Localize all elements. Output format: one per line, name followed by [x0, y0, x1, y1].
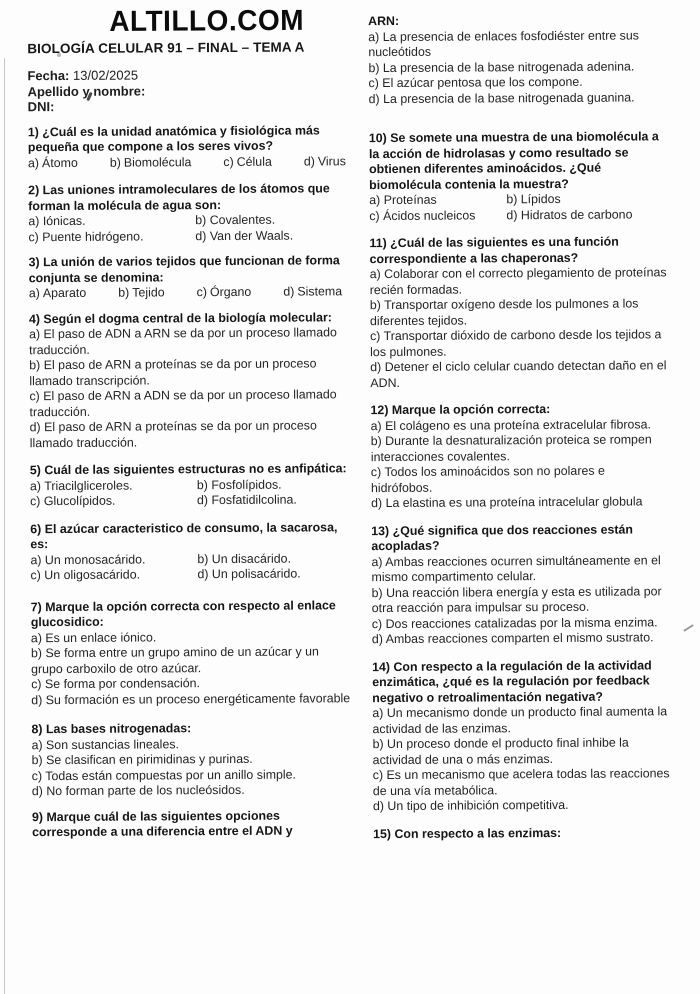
question-stem: 14) Con respecto a la regulación de la actividad enzimática, ¿qué es la regulación por feedback negativo o retroalimentación negativa?: [372, 657, 652, 705]
answer-option: c) Glucolípidos.: [30, 493, 116, 509]
answer-option-text: Aparato: [42, 285, 87, 301]
fecha-value: 13/02/2025: [72, 67, 139, 83]
options-inline: [29, 284, 350, 301]
answer-option: d) Hidratos de carbono: [506, 207, 633, 222]
answer-option: d) Su formación es un proceso energéticamente favorable: [31, 690, 351, 707]
question-block: [369, 129, 668, 224]
answer-option: a) Triacilgliceroles.: [29, 478, 133, 493]
answer-option-label: a): [28, 286, 40, 301]
answer-option: c) Puente hidrógeno.: [28, 228, 144, 244]
question-stem: 6) El azúcar caracteristico de consumo, la sacarosa, es:: [30, 519, 338, 552]
question-stem: 11) ¿Cuál de las siguientes es una función correspondiente a las chaperonas?: [369, 234, 619, 266]
answer-option: d) El paso de ARN a proteínas se da por un proceso llamado traducción.: [29, 418, 317, 450]
answer-option: d) Ambas reacciones comparten el mismo sustrato.: [371, 630, 654, 647]
question-stem: 5) Cuál de las siguientes estructuras no es anfipática:: [29, 461, 347, 478]
question-stem: 8) Las bases nitrogenadas:: [31, 721, 192, 737]
answer-option: b) Se clasifican en pirimidinas y purinas.: [31, 751, 253, 768]
options-grid: [30, 551, 351, 584]
question-block: [30, 520, 351, 584]
answer-option: a) Es un enlace iónico.: [30, 629, 157, 645]
answer-option-text: Órgano: [209, 284, 252, 300]
answer-option-label: b): [118, 285, 130, 300]
answer-option: a) Ambas reacciones ocurren simultáneamente en el mismo compartimento celular.: [371, 552, 661, 585]
answer-option-text: Virus: [317, 153, 346, 168]
answer-option: a) El colágeno es una proteína extracelular fibrosa.: [370, 416, 651, 433]
left-column: [27, 0, 353, 841]
answer-option: b) Se forma entre un grupo amino de un azúcar y un grupo carboxilo de otro azúcar.: [30, 644, 319, 676]
answer-option-label: d): [303, 153, 315, 169]
question-block: [28, 123, 349, 171]
answer-option-label: c): [196, 285, 208, 300]
question-block: [28, 181, 349, 245]
right-column: [368, 0, 671, 842]
question-stem: 3) La unión de varios tejidos que funcionan de forma conjunta se denomina:: [28, 253, 340, 285]
options-grid: [369, 191, 667, 224]
answer-option: a) El paso de ADN a ARN se da por un proceso llamado traducción.: [28, 325, 337, 357]
answer-option: d) Un tipo de inhibición competitiva.: [372, 797, 569, 814]
exam-meta: [27, 66, 348, 114]
answer-option: b) Transportar oxígeno desde los pulmones a los diferentes tejidos.: [369, 296, 639, 328]
fecha-label: Fecha:: [27, 67, 70, 84]
question-stem: 7) Marque la opción correcta con respecto al enlace glucosidico:: [30, 597, 336, 630]
answer-option-label: a): [27, 155, 40, 170]
options-grid: [30, 477, 351, 510]
answer-option: c) El azúcar pentosa que los compone.: [368, 74, 583, 91]
question-block: [369, 234, 668, 391]
answer-option-text: Sistema: [297, 284, 343, 299]
answer-option: a) Proteínas: [369, 192, 437, 208]
answer-option: d) Detener el ciclo celular cuando detectan daño en el ADN.: [370, 358, 667, 390]
answer-option: c) Todos los aminoácidos son no polares e hidrófobos.: [370, 463, 605, 495]
exam-title: BIOLOGÍA CELULAR 91 – FINAL – TEMA A: [27, 39, 305, 57]
answer-option: d) Un polisacárido.: [197, 566, 301, 582]
answer-option: d) La elastina es una proteína intracelular globula: [371, 494, 643, 511]
answer-option: a) Son sustancias lineales.: [31, 736, 179, 752]
answer-option: b) Un proceso donde el producto final inhibe la actividad de una o más enzimas.: [372, 735, 629, 767]
question-block: [31, 720, 352, 799]
options-inline: [28, 154, 349, 171]
answer-option: b) Una reacción libera energía y esta es utilizada por otra reacción para impulsar su proceso.: [371, 583, 662, 616]
answer-option-label: d): [283, 284, 295, 299]
apellido-label: Apellido y nombre:: [27, 82, 146, 99]
question-block: [31, 598, 353, 708]
answer-option: a) La presencia de enlaces fosfodiéster entre sus nucleótidos: [368, 27, 639, 60]
question-stem: 10) Se somete una muestra de una biomolécula a la acción de hidrolasas y como resultado se obtienen diferentes aminoácidos. ¿Qué biomolécula contenia la muestra?: [368, 129, 659, 192]
question-stem: 13) ¿Qué significa que dos reacciones están acopladas?: [371, 522, 633, 554]
question-block: [32, 808, 353, 841]
question-block: [29, 310, 351, 451]
answer-option: b) Lípidos: [506, 191, 561, 207]
options-grid: [28, 212, 349, 245]
answer-option: c) Todas están compuestas por un anillo simple.: [31, 767, 297, 783]
answer-option: a) Colaborar con el correcto plegamiento de proteínas recién formadas.: [369, 265, 667, 297]
answer-option: c) El paso de ARN a ADN se da por un proceso llamado traducción.: [29, 387, 337, 419]
answer-option: b) Durante la desnaturalización proteica se rompen interacciones covalentes.: [370, 432, 652, 464]
answer-option-label: b): [109, 155, 121, 170]
answer-option: c) Se forma por condensación.: [31, 676, 200, 692]
answer-option: b) Un disacárido.: [197, 551, 292, 566]
answer-option: d) No forman parte de los nucleósidos.: [31, 782, 245, 799]
answer-option: d) La presencia de la base nitrogenada guanina.: [368, 89, 635, 106]
answer-option-text: Célula: [236, 154, 272, 169]
answer-option: a) Iónicas.: [28, 213, 86, 229]
question-block: [371, 522, 670, 648]
answer-option: c) Transportar dióxido de carbono desde los tejidos a los pulmones.: [370, 327, 662, 359]
right-questions-container: [368, 12, 671, 842]
question-block: [29, 253, 350, 301]
answer-option: b) Fosfolípidos.: [196, 477, 282, 492]
answer-option: a) Un mecanismo donde un producto final aumenta la actividad de las enzimas.: [372, 704, 668, 736]
answer-option: c) Es un mecanismo que acelera todas las reacciones de una vía metabólica.: [372, 766, 670, 798]
question-block: [370, 401, 669, 511]
left-questions-container: [28, 123, 353, 841]
question-block: [372, 658, 671, 815]
question-stem: 9) Marque cuál de las siguientes opciones corresponde a una diferencia entre el ADN y: [31, 808, 293, 840]
answer-option-text: Biomolécula: [123, 154, 192, 170]
answer-option-text: Átomo: [41, 155, 78, 170]
answer-option-label: c): [223, 154, 234, 169]
answer-option: d) Van der Waals.: [195, 228, 294, 243]
answer-option: c) Un oligosacárido.: [30, 567, 141, 583]
question-block: [368, 12, 667, 107]
answer-option: b) La presencia de la base nitrogenada adenina.: [368, 58, 635, 75]
answer-option: a) Un monosacárido.: [30, 551, 146, 567]
question-block: [30, 461, 351, 509]
question-stem: 2) Las uniones intramoleculares de los átomos que forman la molécula de agua son:: [28, 181, 330, 213]
answer-option-text: Tejido: [132, 285, 165, 300]
site-title: ALTILLO.COM: [109, 3, 305, 38]
dni-label: DNI:: [27, 99, 55, 115]
question-stem: 4) Según el dogma central de la biología molecular:: [28, 309, 332, 326]
answer-option: c) Ácidos nucleicos: [369, 207, 476, 223]
question-stem: 15) Con respecto a las enzimas:: [373, 825, 562, 841]
answer-option: d) Fosfatidilcolina.: [196, 492, 297, 508]
dni-line: [28, 97, 349, 114]
answer-option: b) El paso de ARN a proteínas se da por un proceso llamado transcripción.: [29, 356, 317, 388]
question-block: [373, 825, 671, 842]
question-stem: 12) Marque la opción correcta:: [370, 402, 551, 418]
question-stem: 1) ¿Cuál es la unidad anatómica y fisiológica más pequeña que compone a los seres vivos?: [27, 122, 320, 155]
answer-option: b) Covalentes.: [195, 212, 276, 228]
answer-option: c) Dos reacciones catalizadas por la misma enzima.: [371, 614, 658, 631]
question-stem: ARN:: [368, 13, 400, 29]
